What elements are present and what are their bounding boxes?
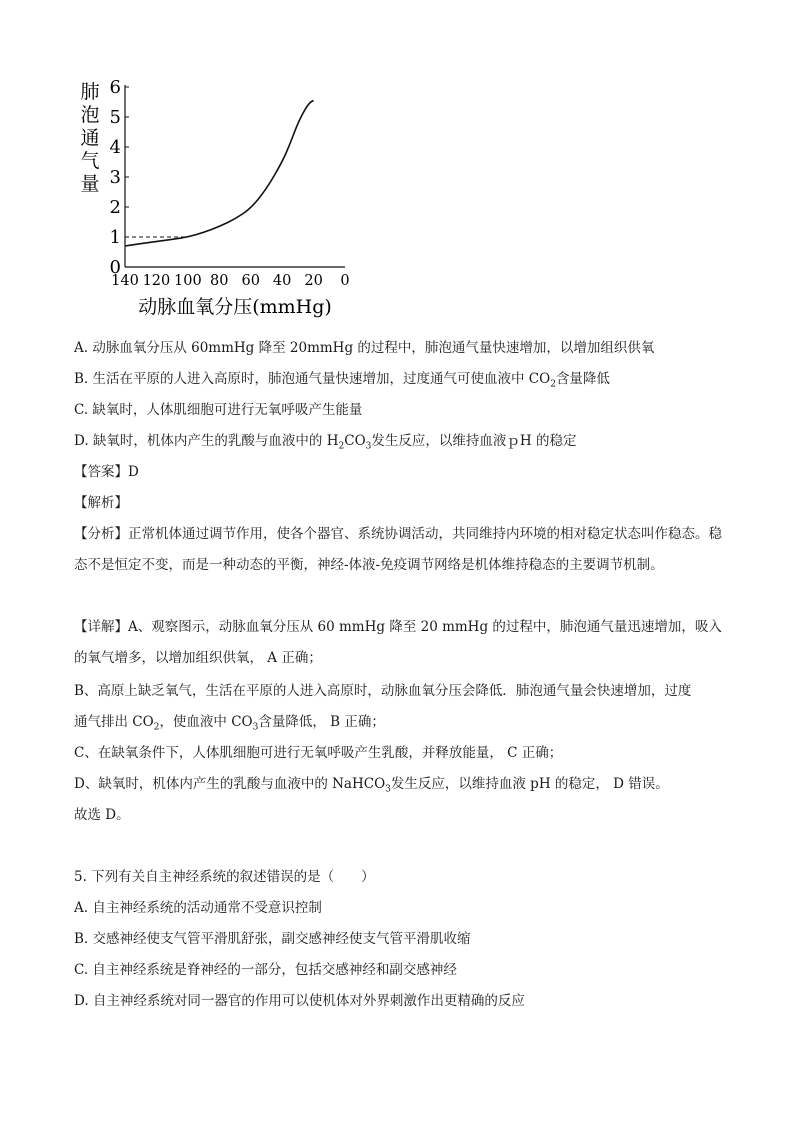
y-tick-labels — [110, 77, 129, 278]
chart-axes — [125, 85, 345, 267]
analysis-heading: 【解析】 — [74, 495, 128, 511]
y-label-char: 通 — [80, 127, 100, 149]
option-d-prev: D. 缺氧时，机体内产生的乳酸与血液中的 $H_2CO_3$发生反应，以维持血液ｐH 的稳定 — [74, 433, 577, 452]
xiangjie-c: C、在缺氧条件下，人体肌细胞可进行无氧呼吸产生乳酸，并释放能量， C 正确； — [74, 745, 563, 761]
y-tick-label: 6 — [109, 77, 121, 98]
y-tick-label: 5 — [109, 107, 121, 128]
xiangjie-a: 【详解】A、观察图示，动脉血氧分压从 60 mmHg 降至 20 mmHg 的过程中，肺泡通气量迅速增加，吸入的氧气增多，以增加组织供氧， A 正确； — [74, 619, 722, 666]
x-tick-label: 140 — [111, 273, 139, 289]
x-tick-label: 20 — [304, 273, 323, 289]
x-tick-label: 120 — [142, 273, 171, 289]
x-tick-label: 60 — [241, 273, 260, 289]
x-tick-label: 0 — [340, 273, 350, 289]
option-c-prev: C. 缺氧时，人体肌细胞可进行无氧呼吸产生能量 — [74, 402, 363, 418]
question-5-option-c: C. 自主神经系统是脊神经的一部分，包括交感神经和副交感神经 — [74, 962, 457, 978]
xiangjie-d: D、缺氧时，机体内产生的乳酸与血液中的 NaHCO$_3$发生反应，以维持血液 pH 的稳定， D 错误。 — [74, 776, 669, 795]
y-label-char: 气 — [80, 150, 100, 172]
x-axis-label: 动脉血氧分压(mmHg) — [138, 296, 332, 318]
y-tick-label: 1 — [109, 227, 121, 248]
y-label-char: 量 — [80, 173, 100, 195]
data-series-line — [125, 101, 314, 247]
xiangjie-b2: 通气排出 $CO_2$，使血液中 $CO_3$含量降低， B 正确； — [74, 714, 385, 733]
y-tick-label: 4 — [109, 137, 121, 158]
oxygen-ventilation-chart — [70, 75, 360, 325]
x-tick-label: 100 — [174, 273, 202, 289]
conclusion: 故选 D。 — [74, 807, 130, 823]
answer-line: 【答案】D — [74, 464, 139, 480]
y-axis-label — [80, 81, 99, 195]
fenxi-paragraph: 【分析】正常机体通过调节作用，使各个器官、系统协调活动，共同维持内环境的相对稳定状态叫作稳态。稳态不是恒定不变，而是一种动态的平衡，神经-体液-免疫调节网络是机体维持稳态的主要调节机制。 — [74, 526, 722, 573]
y-tick-label: 0 — [109, 257, 121, 278]
y-label-char: 肺 — [80, 81, 100, 103]
x-tick-labels — [111, 273, 349, 289]
option-a-prev: A. 动脉血氧分压从 60mmHg 降至 20mmHg 的过程中，肺泡通气量快速增加，以增加组织供氧 — [74, 340, 655, 356]
question-5-stem: 5. 下列有关自主神经系统的叙述错误的是（ ） — [74, 869, 375, 885]
question-5-option-b: B. 交感神经使支气管平滑肌舒张，副交感神经使支气管平滑肌收缩 — [74, 931, 471, 947]
y-tick-label: 2 — [109, 197, 121, 218]
x-tick-label: 40 — [272, 273, 292, 289]
y-label-char: 泡 — [80, 104, 100, 126]
y-tick-label: 3 — [109, 167, 121, 188]
question-5-option-a: A. 自主神经系统的活动通常不受意识控制 — [74, 900, 322, 916]
x-tick-label: 80 — [210, 273, 229, 289]
option-b-prev: B. 生活在平原的人进入高原时，肺泡通气量快速增加，过度通气可使血液中 $CO_2$含量降低 — [74, 371, 610, 390]
question-5-option-d: D. 自主神经系统对同一器官的作用可以使机体对外界刺激作出更精确的反应 — [74, 993, 525, 1009]
xiangjie-b1: B、高原上缺乏氧气，生活在平原的人进入高原时，动脉血氧分压会降低．肺泡通气量会快速增加，过度 — [74, 683, 692, 699]
